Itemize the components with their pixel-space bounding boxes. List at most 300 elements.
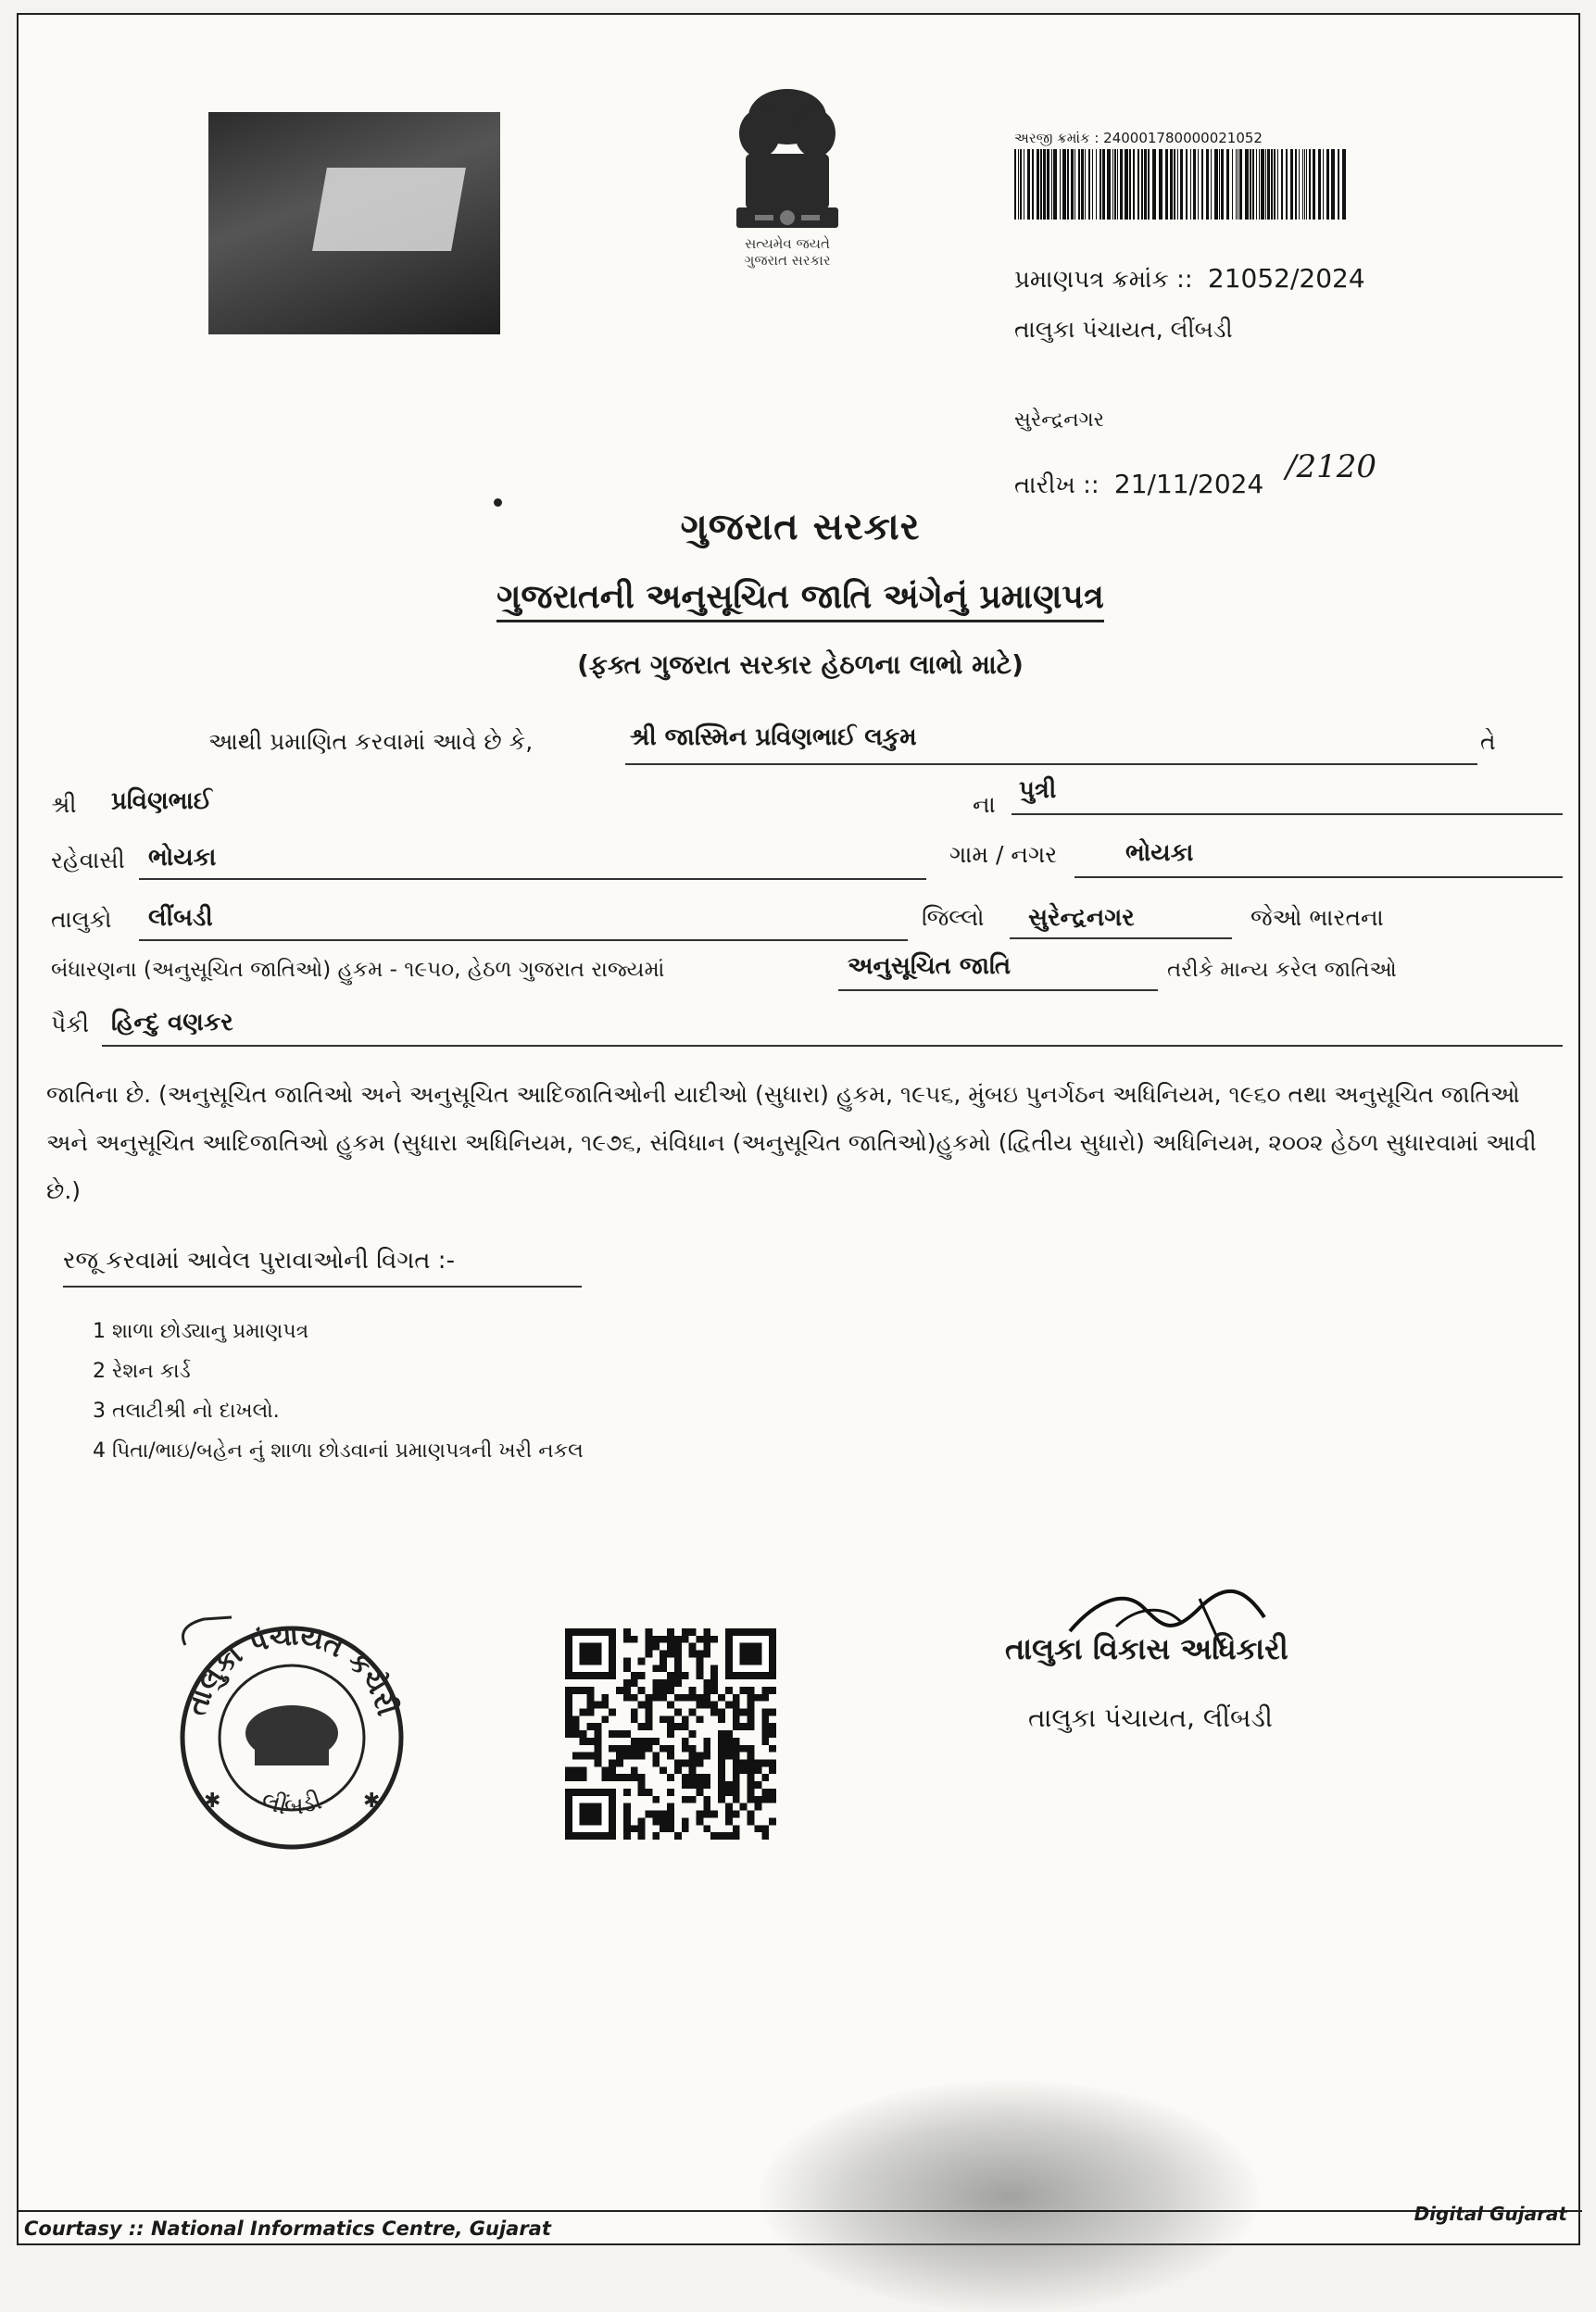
qr-module: [660, 1636, 667, 1643]
qr-module: [623, 1825, 631, 1832]
list-item: 4 પિતા/ભાઇ/બહેન નું શાળા છોડવાનાં પ્રમાણપત્રની ખરી નકલ: [93, 1439, 584, 1463]
barcode-bar: [1186, 149, 1188, 220]
qr-module: [748, 1745, 755, 1753]
qr-module: [660, 1766, 667, 1774]
qr-code[interactable]: [565, 1627, 776, 1841]
qr-module: [638, 1738, 646, 1745]
qr-module: [710, 1672, 718, 1679]
qr-module: [667, 1745, 674, 1753]
barcode-bar: [1074, 149, 1075, 220]
barcode-bar: [1277, 149, 1278, 220]
qr-module: [733, 1694, 740, 1702]
qr-module: [616, 1760, 623, 1767]
qr-module: [638, 1657, 646, 1665]
barcode-bar: [1100, 149, 1101, 220]
qr-module: [667, 1651, 674, 1658]
resident-value: ભોયકા: [148, 844, 217, 872]
qr-module: [601, 1702, 609, 1709]
qr-module: [769, 1723, 776, 1730]
qr-module: [667, 1803, 674, 1811]
qr-module: [748, 1723, 755, 1730]
qr-module: [697, 1636, 704, 1643]
office-seal-icon: [167, 1608, 417, 1858]
barcode-bar: [1302, 149, 1303, 220]
qr-module: [697, 1781, 704, 1789]
officer-designation: તાલુકા વિકાસ અધિકારી: [1005, 1631, 1288, 1666]
qr-module: [616, 1687, 623, 1694]
qr-module: [718, 1774, 725, 1781]
qr-module: [725, 1803, 733, 1811]
qr-module: [667, 1643, 674, 1651]
qr-module: [572, 1723, 580, 1730]
barcode-bar: [1170, 149, 1173, 220]
qr-module: [623, 1636, 631, 1643]
qr-module: [761, 1723, 769, 1730]
barcode-bar: [1088, 149, 1090, 220]
qr-module: [718, 1708, 725, 1715]
qr-module: [710, 1687, 718, 1694]
qr-module: [580, 1766, 587, 1774]
qr-module: [740, 1745, 748, 1753]
qr-module: [594, 1730, 601, 1738]
barcode-bar: [1190, 149, 1191, 220]
qr-module: [733, 1825, 740, 1832]
qr-module: [718, 1745, 725, 1753]
barcode-bar: [1206, 149, 1209, 220]
shri-label: શ્રી: [51, 791, 77, 818]
qr-module: [565, 1687, 572, 1694]
barcode-bar: [1226, 149, 1229, 220]
barcode-bar: [1326, 149, 1329, 220]
qr-module: [652, 1679, 660, 1687]
qr-module: [748, 1708, 755, 1715]
svg-text:લીંબડી: [258, 1787, 325, 1820]
qr-module: [638, 1753, 646, 1760]
qr-module: [638, 1702, 646, 1709]
caste-underline: [102, 1045, 1563, 1047]
qr-module: [703, 1702, 710, 1709]
barcode-bar: [1271, 149, 1273, 220]
qr-module: [740, 1760, 748, 1767]
barcode-bar: [1096, 149, 1097, 220]
qr-module: [703, 1811, 710, 1818]
barcode-bar: [1047, 149, 1049, 220]
qr-module: [718, 1730, 725, 1738]
qr-module: [667, 1687, 674, 1694]
barcode-bar: [1174, 149, 1175, 220]
qr-module: [682, 1628, 689, 1636]
qr-module: [580, 1687, 587, 1694]
qr-module: [761, 1760, 769, 1767]
qr-module: [733, 1760, 740, 1767]
qr-module: [682, 1745, 689, 1753]
qr-finder: [740, 1643, 762, 1665]
qr-module: [580, 1753, 587, 1760]
barcode-bar: [1037, 149, 1039, 220]
qr-module: [652, 1753, 660, 1760]
qr-module: [667, 1811, 674, 1818]
barcode-bar: [1043, 149, 1046, 220]
documents-heading-underline: [63, 1286, 582, 1288]
qr-module: [761, 1708, 769, 1715]
documents-heading: રજૂ કરવામાં આવેલ પુરાવાઓની વિગત :-: [63, 1247, 455, 1275]
qr-module: [652, 1694, 660, 1702]
qr-module: [703, 1687, 710, 1694]
qr-module: [616, 1753, 623, 1760]
qr-module: [572, 1715, 580, 1723]
qr-module: [652, 1687, 660, 1694]
qr-module: [601, 1694, 609, 1702]
qr-module: [682, 1774, 689, 1781]
barcode-bar: [1256, 149, 1257, 220]
qr-module: [769, 1745, 776, 1753]
qr-module: [667, 1672, 674, 1679]
qr-module: [645, 1643, 652, 1651]
documents-list: [93, 1312, 584, 1471]
qr-module: [623, 1817, 631, 1825]
qr-module: [594, 1753, 601, 1760]
district-value: સુરેન્દ્રનગર: [1028, 904, 1135, 932]
qr-module: [645, 1694, 652, 1702]
qr-module: [674, 1665, 682, 1672]
barcode-bar: [1259, 149, 1260, 220]
qr-module: [652, 1796, 660, 1803]
qr-module: [689, 1745, 697, 1753]
qr-module: [703, 1636, 710, 1643]
qr-module: [710, 1811, 718, 1818]
qr-module: [580, 1730, 587, 1738]
qr-module: [674, 1657, 682, 1665]
qr-module: [754, 1825, 761, 1832]
qr-module: [631, 1708, 638, 1715]
qr-module: [594, 1745, 601, 1753]
qr-module: [587, 1753, 595, 1760]
qr-module: [601, 1766, 609, 1774]
barcode-bar: [1060, 149, 1061, 220]
barcode-bar: [1306, 149, 1307, 220]
qr-module: [623, 1774, 631, 1781]
barcode-bar: [1120, 149, 1123, 220]
barcode-bar: [1250, 149, 1251, 220]
qr-module: [769, 1730, 776, 1738]
barcode-bar: [1198, 149, 1199, 220]
qr-module: [645, 1738, 652, 1745]
handwritten-number: /2120: [1286, 448, 1376, 485]
application-number: અરજી ક્રમાંક : 240001780000021052: [1014, 130, 1263, 146]
qr-module: [631, 1753, 638, 1760]
qr-module: [718, 1753, 725, 1760]
qr-module: [733, 1766, 740, 1774]
qr-module: [682, 1817, 689, 1825]
certificate-number: [1014, 263, 1365, 295]
barcode-bar: [1144, 149, 1147, 220]
barcode-bar: [1214, 149, 1218, 220]
qr-module: [689, 1760, 697, 1767]
qr-module: [697, 1694, 704, 1702]
constitution-text: બંધારણના (અનુસૂચિત જાતિઓ) હુકમ - ૧૯૫૦, હેઠળ ગુજરાત રાજ્યમાં: [51, 958, 665, 982]
qr-module: [674, 1708, 682, 1715]
emblem-motto: સત્યમેવ જયતે: [745, 235, 830, 252]
barcode-bar: [1211, 149, 1212, 220]
qr-module: [689, 1781, 697, 1789]
qr-module: [718, 1715, 725, 1723]
qr-module: [697, 1665, 704, 1672]
qr-module: [645, 1715, 652, 1723]
holder-name: શ્રી જાસ્મિન પ્રવિણભાઈ લકુમ: [630, 723, 917, 751]
barcode-bar: [1239, 149, 1242, 220]
qr-module: [645, 1708, 652, 1715]
qr-module: [594, 1723, 601, 1730]
qr-module: [761, 1789, 769, 1796]
qr-module: [754, 1803, 761, 1811]
qr-module: [623, 1694, 631, 1702]
qr-module: [769, 1817, 776, 1825]
qr-module: [660, 1825, 667, 1832]
qr-module: [697, 1702, 704, 1709]
qr-module: [703, 1825, 710, 1832]
emblem-govt: ગુજરાત સરકાર: [744, 252, 831, 269]
qr-module: [740, 1687, 748, 1694]
issue-date-value: 21/11/2024: [1113, 469, 1264, 499]
qr-module: [623, 1811, 631, 1818]
svg-text:✱: ✱: [204, 1790, 221, 1813]
national-emblem-icon: [709, 80, 866, 246]
qr-module: [710, 1679, 718, 1687]
qr-module: [565, 1694, 572, 1702]
qr-module: [616, 1730, 623, 1738]
qr-module: [682, 1672, 689, 1679]
qr-module: [725, 1811, 733, 1818]
qr-module: [660, 1745, 667, 1753]
qr-module: [682, 1723, 689, 1730]
qr-module: [725, 1832, 733, 1840]
qr-module: [703, 1774, 710, 1781]
barcode-bar: [1081, 149, 1084, 220]
svg-text:✱: ✱: [363, 1790, 381, 1813]
qr-module: [631, 1825, 638, 1832]
qr-module: [638, 1774, 646, 1781]
qr-module: [710, 1702, 718, 1709]
qr-module: [638, 1745, 646, 1753]
barcode-bar: [1102, 149, 1105, 220]
barcode-bar: [1331, 149, 1335, 220]
qr-module: [689, 1643, 697, 1651]
qr-module: [631, 1679, 638, 1687]
qr-module: [754, 1760, 761, 1767]
qr-module: [733, 1745, 740, 1753]
qr-module: [769, 1687, 776, 1694]
barcode-bar: [1148, 149, 1150, 220]
officer-office: તાલુકા પંચાયત, લીંબડી: [1028, 1703, 1273, 1733]
qr-module: [748, 1817, 755, 1825]
qr-module: [682, 1796, 689, 1803]
village-value: ભોયકા: [1125, 839, 1194, 867]
qr-module: [769, 1766, 776, 1774]
qr-module: [748, 1715, 755, 1723]
taluka-underline: [139, 939, 908, 941]
district-label: જિલ્લો: [922, 904, 985, 931]
qr-module: [638, 1817, 646, 1825]
qr-module: [718, 1766, 725, 1774]
qr-module: [601, 1774, 609, 1781]
relation-value: પુત્રી: [1019, 776, 1057, 804]
qr-module: [718, 1781, 725, 1789]
barcode-bar: [1067, 149, 1069, 220]
qr-module: [601, 1715, 609, 1723]
qr-module: [638, 1789, 646, 1796]
qr-module: [689, 1796, 697, 1803]
barcode-bar: [1141, 149, 1143, 220]
certify-text: આથી પ્રમાણિત કરવામાં આવે છે કે,: [208, 728, 534, 755]
barcode-bar: [1159, 149, 1162, 220]
qr-module: [667, 1825, 674, 1832]
qr-module: [572, 1753, 580, 1760]
qr-module: [710, 1708, 718, 1715]
qr-module: [631, 1774, 638, 1781]
qr-module: [565, 1702, 572, 1709]
qr-module: [660, 1651, 667, 1658]
seal-bottom-text: લીંબડી: [258, 1787, 326, 1821]
barcode-bar: [1040, 149, 1042, 220]
qr-module: [769, 1789, 776, 1796]
barcode-bar: [1304, 149, 1305, 220]
qr-module: [703, 1738, 710, 1745]
qr-module: [660, 1679, 667, 1687]
qr-module: [748, 1789, 755, 1796]
qr-module: [725, 1730, 733, 1738]
certificate-subtitle: (ફક્ત ગુજરાત સરકાર હેઠળના લાભો માટે): [577, 649, 1024, 680]
qr-module: [645, 1628, 652, 1636]
barcode-bar: [1313, 149, 1315, 220]
barcode: [1014, 149, 1348, 220]
qr-module: [697, 1753, 704, 1760]
barcode-bar: [1027, 149, 1030, 220]
qr-module: [667, 1679, 674, 1687]
barcode-bar: [1114, 149, 1116, 220]
recognized-text: તરીકે માન્ય કરેલ જાતિઓ: [1167, 958, 1397, 982]
qr-module: [703, 1745, 710, 1753]
qr-module: [587, 1738, 595, 1745]
qr-module: [733, 1832, 740, 1840]
qr-module: [689, 1651, 697, 1658]
qr-module: [740, 1803, 748, 1811]
barcode-bar: [1107, 149, 1111, 220]
qr-module: [623, 1745, 631, 1753]
qr-module: [733, 1738, 740, 1745]
qr-module: [703, 1803, 710, 1811]
qr-module: [645, 1651, 652, 1658]
qr-module: [761, 1825, 769, 1832]
qr-module: [623, 1679, 631, 1687]
india-label: જેઓ ભારતના: [1250, 904, 1384, 931]
issuing-district: સુરેન્દ્રનગર: [1014, 408, 1105, 432]
qr-module: [754, 1766, 761, 1774]
qr-module: [609, 1760, 616, 1767]
qr-module: [733, 1781, 740, 1789]
barcode-bar: [1014, 149, 1016, 220]
barcode-bar: [1117, 149, 1118, 220]
qr-module: [674, 1760, 682, 1767]
qr-module: [631, 1715, 638, 1723]
qr-module: [580, 1708, 587, 1715]
qr-module: [660, 1665, 667, 1672]
barcode-bar: [1092, 149, 1093, 220]
qr-module: [697, 1657, 704, 1665]
barcode-bar: [1062, 149, 1066, 220]
qr-module: [748, 1702, 755, 1709]
caste-label: પૈકી: [51, 1011, 90, 1037]
qr-module: [761, 1796, 769, 1803]
qr-module: [689, 1628, 697, 1636]
qr-module: [725, 1789, 733, 1796]
qr-module: [587, 1694, 595, 1702]
qr-module: [674, 1651, 682, 1658]
qr-module: [703, 1651, 710, 1658]
qr-finder: [580, 1803, 602, 1826]
village-underline: [1074, 876, 1563, 878]
qr-module: [725, 1817, 733, 1825]
qr-module: [652, 1817, 660, 1825]
father-name: પ્રવિણભાઈ: [111, 787, 212, 815]
qr-module: [674, 1636, 682, 1643]
qr-module: [587, 1702, 595, 1709]
qr-module: [754, 1796, 761, 1803]
qr-module: [631, 1672, 638, 1679]
qr-module: [725, 1753, 733, 1760]
category-value: અનુસૂચિત જાતિ: [848, 952, 1012, 980]
village-label: ગામ / નગર: [949, 841, 1058, 868]
barcode-bar: [1020, 149, 1022, 220]
qr-module: [682, 1694, 689, 1702]
barcode-bar: [1232, 149, 1233, 220]
qr-module: [572, 1687, 580, 1694]
qr-module: [697, 1817, 704, 1825]
qr-module: [703, 1628, 710, 1636]
qr-module: [682, 1781, 689, 1789]
barcode-bar: [1201, 149, 1203, 220]
qr-module: [645, 1723, 652, 1730]
barcode-bar: [1261, 149, 1264, 220]
qr-module: [718, 1796, 725, 1803]
qr-module: [748, 1811, 755, 1818]
qr-module: [587, 1723, 595, 1730]
qr-module: [645, 1636, 652, 1643]
qr-module: [572, 1766, 580, 1774]
qr-module: [652, 1760, 660, 1767]
qr-module: [674, 1766, 682, 1774]
qr-module: [674, 1832, 682, 1840]
barcode-bar: [1152, 149, 1156, 220]
qr-module: [748, 1766, 755, 1774]
qr-module: [645, 1745, 652, 1753]
qr-module: [623, 1832, 631, 1840]
te-text: તે: [1480, 728, 1496, 755]
qr-module: [587, 1708, 595, 1715]
barcode-bar: [1252, 149, 1254, 220]
qr-module: [689, 1687, 697, 1694]
barcode-bar: [1295, 149, 1297, 220]
qr-module: [725, 1738, 733, 1745]
qr-module: [638, 1672, 646, 1679]
qr-module: [565, 1715, 572, 1723]
qr-module: [674, 1643, 682, 1651]
qr-module: [594, 1702, 601, 1709]
qr-module: [667, 1730, 674, 1738]
qr-module: [667, 1636, 674, 1643]
barcode-bar: [1125, 149, 1128, 220]
barcode-bar: [1236, 149, 1237, 220]
qr-module: [565, 1774, 572, 1781]
